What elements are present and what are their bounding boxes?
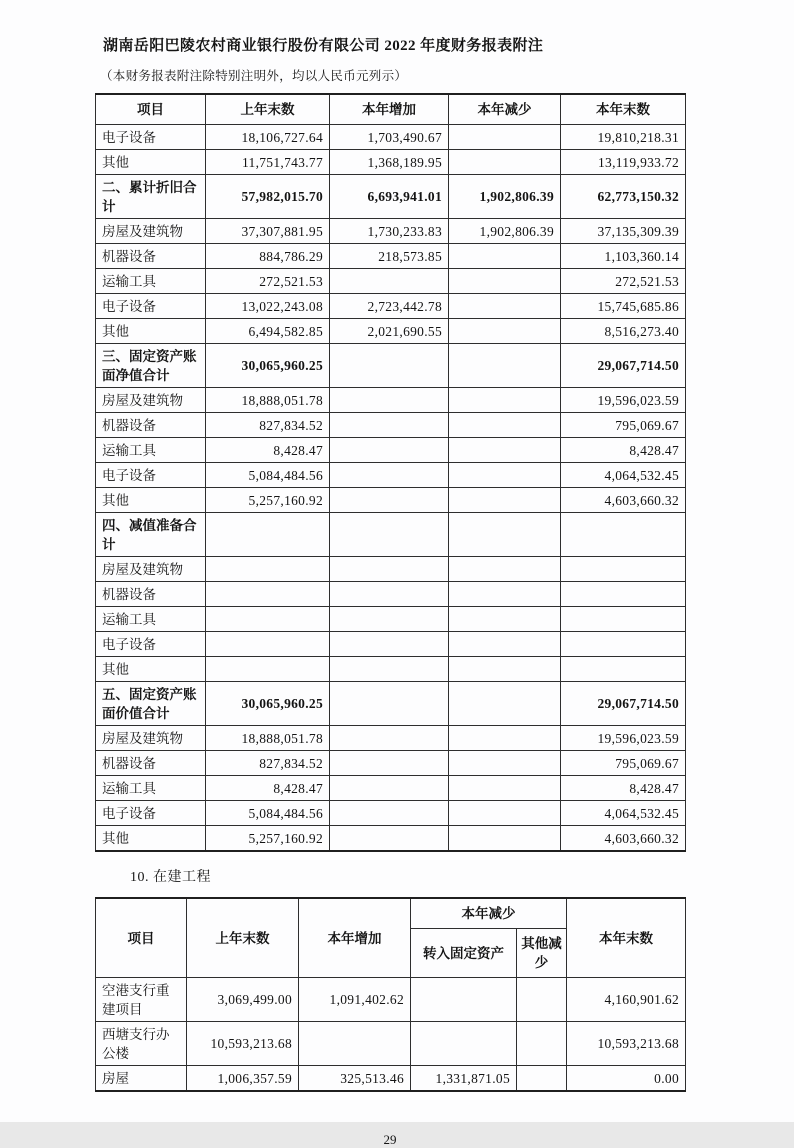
row-label: 其他 (96, 488, 206, 513)
cell-end: 795,069.67 (561, 413, 686, 438)
cell-end: 19,596,023.59 (561, 388, 686, 413)
row-label: 运输工具 (96, 438, 206, 463)
row-label: 其他 (96, 657, 206, 682)
fixed-assets-table-body (96, 125, 686, 852)
cell-end: 4,603,660.32 (561, 826, 686, 852)
construction-table-header (96, 898, 686, 978)
cell-dec (449, 751, 561, 776)
cell-end: 29,067,714.50 (561, 344, 686, 388)
cell-end: 8,428.47 (561, 776, 686, 801)
cell-end: 19,810,218.31 (561, 125, 686, 150)
col-header-year-end: 本年末数 (561, 94, 686, 125)
row-label: 机器设备 (96, 751, 206, 776)
table-row (96, 244, 686, 269)
cell-end: 795,069.67 (561, 751, 686, 776)
cell-prev: 30,065,960.25 (206, 344, 330, 388)
cell-inc (330, 632, 449, 657)
cell-dec (449, 582, 561, 607)
cell-end: 8,516,273.40 (561, 319, 686, 344)
row-label: 四、减值准备合计 (96, 513, 206, 557)
table-row (96, 557, 686, 582)
cell-inc: 1,091,402.62 (299, 978, 411, 1022)
cell-dec (449, 726, 561, 751)
row-label: 电子设备 (96, 125, 206, 150)
cell-inc (330, 801, 449, 826)
cell-dec (449, 344, 561, 388)
cell-prev: 1,006,357.59 (187, 1066, 299, 1092)
cell-prev: 37,307,881.95 (206, 219, 330, 244)
cell-dec (449, 125, 561, 150)
row-label: 其他 (96, 826, 206, 852)
fixed-assets-table (95, 93, 686, 852)
cell-inc (330, 269, 449, 294)
table-row (96, 125, 686, 150)
cell-dec (449, 513, 561, 557)
col-header-item: 项目 (96, 94, 206, 125)
cell-end (561, 607, 686, 632)
fixed-assets-table-header (96, 94, 686, 125)
cell-prev: 5,257,160.92 (206, 826, 330, 852)
cell-inc: 2,021,690.55 (330, 319, 449, 344)
table-row (96, 150, 686, 175)
construction-table-body (96, 978, 686, 1092)
cell-end: 4,603,660.32 (561, 488, 686, 513)
cell-end: 4,064,532.45 (561, 463, 686, 488)
cell-end: 62,773,150.32 (561, 175, 686, 219)
col-header-decrease: 本年减少 (449, 94, 561, 125)
cell-prev: 18,888,051.78 (206, 388, 330, 413)
table-row (96, 219, 686, 244)
cell-prev (206, 513, 330, 557)
cell-end: 272,521.53 (561, 269, 686, 294)
cell-prev: 18,888,051.78 (206, 726, 330, 751)
cell-inc (330, 413, 449, 438)
cell-dec (449, 269, 561, 294)
cell-end (561, 513, 686, 557)
cell-inc: 2,723,442.78 (330, 294, 449, 319)
cell-inc (330, 488, 449, 513)
cell-end: 4,064,532.45 (561, 801, 686, 826)
row-label: 房屋及建筑物 (96, 388, 206, 413)
col-header-item: 项目 (96, 898, 187, 978)
col-header-increase: 本年增加 (299, 898, 411, 978)
cell-end (561, 557, 686, 582)
cell-prev: 827,834.52 (206, 413, 330, 438)
cell-prev: 5,257,160.92 (206, 488, 330, 513)
cell-dec (449, 607, 561, 632)
col-header-prev-year-end: 上年末数 (187, 898, 299, 978)
cell-dec (449, 632, 561, 657)
cell-prev (206, 557, 330, 582)
cell-dec (449, 801, 561, 826)
table-row (96, 657, 686, 682)
row-label: 空港支行重建项目 (96, 978, 187, 1022)
col-header-prev-year-end: 上年末数 (206, 94, 330, 125)
cell-prev: 13,022,243.08 (206, 294, 330, 319)
cell-inc (330, 657, 449, 682)
table-row (96, 413, 686, 438)
cell-other (517, 978, 567, 1022)
cell-dec (449, 682, 561, 726)
cell-prev: 10,593,213.68 (187, 1022, 299, 1066)
row-label: 电子设备 (96, 294, 206, 319)
row-label: 房屋 (96, 1066, 187, 1092)
document-subtitle: （本财务报表附注除特别注明外，均以人民币元列示） (100, 69, 408, 83)
cell-inc (330, 582, 449, 607)
row-label: 机器设备 (96, 582, 206, 607)
construction-in-progress-table (95, 897, 686, 1092)
cell-prev (206, 607, 330, 632)
table-row (96, 751, 686, 776)
table-row (96, 1066, 686, 1092)
cell-end: 1,103,360.14 (561, 244, 686, 269)
cell-inc (330, 388, 449, 413)
cell-dec (449, 463, 561, 488)
cell-dec (449, 388, 561, 413)
cell-prev: 6,494,582.85 (206, 319, 330, 344)
cell-prev: 57,982,015.70 (206, 175, 330, 219)
table-row (96, 513, 686, 557)
row-label: 运输工具 (96, 776, 206, 801)
cell-dec (449, 150, 561, 175)
cell-other (517, 1066, 567, 1092)
document-title: 湖南岳阳巴陵农村商业银行股份有限公司 2022 年度财务报表附注 (103, 38, 544, 54)
row-label: 电子设备 (96, 463, 206, 488)
cell-end: 29,067,714.50 (561, 682, 686, 726)
table-row (96, 294, 686, 319)
cell-prev: 11,751,743.77 (206, 150, 330, 175)
cell-dec: 1,902,806.39 (449, 175, 561, 219)
cell-prev: 18,106,727.64 (206, 125, 330, 150)
row-label: 二、累计折旧合计 (96, 175, 206, 219)
cell-inc (330, 607, 449, 632)
row-label: 运输工具 (96, 269, 206, 294)
table-row (96, 175, 686, 219)
table-row (96, 776, 686, 801)
cell-inc (330, 826, 449, 852)
row-label: 房屋及建筑物 (96, 557, 206, 582)
cell-dec (449, 657, 561, 682)
table-row (96, 319, 686, 344)
cell-prev: 30,065,960.25 (206, 682, 330, 726)
cell-inc (330, 344, 449, 388)
cell-end (561, 582, 686, 607)
cell-dec (449, 294, 561, 319)
cell-inc (330, 438, 449, 463)
cell-inc: 6,693,941.01 (330, 175, 449, 219)
cell-end: 13,119,933.72 (561, 150, 686, 175)
cell-prev: 8,428.47 (206, 776, 330, 801)
row-label: 运输工具 (96, 607, 206, 632)
cell-dec: 1,902,806.39 (449, 219, 561, 244)
table-row (96, 344, 686, 388)
section-heading-construction-in-progress: 10. 在建工程 (130, 870, 211, 885)
table-row (96, 463, 686, 488)
cell-inc: 1,730,233.83 (330, 219, 449, 244)
cell-dec (449, 557, 561, 582)
cell-inc: 218,573.85 (330, 244, 449, 269)
cell-prev: 5,084,484.56 (206, 463, 330, 488)
cell-inc: 1,368,189.95 (330, 150, 449, 175)
cell-dec (449, 826, 561, 852)
cell-prev (206, 582, 330, 607)
cell-inc (330, 776, 449, 801)
col-header-year-end: 本年末数 (567, 898, 686, 978)
row-label: 其他 (96, 150, 206, 175)
cell-dec (449, 319, 561, 344)
cell-inc: 325,513.46 (299, 1066, 411, 1092)
cell-transfer (411, 978, 517, 1022)
cell-dec (449, 776, 561, 801)
cell-prev: 3,069,499.00 (187, 978, 299, 1022)
cell-other (517, 1022, 567, 1066)
col-header-decrease-group: 本年减少 (411, 898, 567, 929)
table-row (96, 826, 686, 852)
cell-inc (330, 463, 449, 488)
table-row (96, 582, 686, 607)
cell-end: 0.00 (567, 1066, 686, 1092)
cell-transfer: 1,331,871.05 (411, 1066, 517, 1092)
table-row (96, 726, 686, 751)
col-header-other-decrease: 其他减少 (517, 929, 567, 978)
row-label: 电子设备 (96, 632, 206, 657)
cell-inc (330, 682, 449, 726)
table-row (96, 269, 686, 294)
cell-dec (449, 413, 561, 438)
table-row (96, 801, 686, 826)
cell-end (561, 657, 686, 682)
cell-inc (330, 726, 449, 751)
row-label: 三、固定资产账面净值合计 (96, 344, 206, 388)
cell-end: 8,428.47 (561, 438, 686, 463)
cell-end (561, 632, 686, 657)
cell-prev (206, 657, 330, 682)
col-header-transfer-to-fixed-assets: 转入固定资产 (411, 929, 517, 978)
table-row (96, 1022, 686, 1066)
col-header-increase: 本年增加 (330, 94, 449, 125)
cell-dec (449, 488, 561, 513)
row-label: 西塘支行办公楼 (96, 1022, 187, 1066)
cell-prev: 8,428.47 (206, 438, 330, 463)
cell-transfer (411, 1022, 517, 1066)
table-row (96, 488, 686, 513)
cell-prev: 5,084,484.56 (206, 801, 330, 826)
cell-inc (299, 1022, 411, 1066)
row-label: 房屋及建筑物 (96, 726, 206, 751)
table-row (96, 682, 686, 726)
cell-prev: 827,834.52 (206, 751, 330, 776)
table-row (96, 978, 686, 1022)
cell-inc (330, 557, 449, 582)
cell-prev: 272,521.53 (206, 269, 330, 294)
row-label: 房屋及建筑物 (96, 219, 206, 244)
row-label: 五、固定资产账面价值合计 (96, 682, 206, 726)
table-row (96, 388, 686, 413)
row-label: 机器设备 (96, 244, 206, 269)
cell-end: 15,745,685.86 (561, 294, 686, 319)
cell-end: 4,160,901.62 (567, 978, 686, 1022)
cell-end: 19,596,023.59 (561, 726, 686, 751)
cell-prev (206, 632, 330, 657)
table-row (96, 632, 686, 657)
cell-inc: 1,703,490.67 (330, 125, 449, 150)
cell-inc (330, 751, 449, 776)
table-row (96, 438, 686, 463)
cell-dec (449, 244, 561, 269)
table-row (96, 607, 686, 632)
cell-inc (330, 513, 449, 557)
cell-end: 10,593,213.68 (567, 1022, 686, 1066)
row-label: 其他 (96, 319, 206, 344)
row-label: 电子设备 (96, 801, 206, 826)
cell-prev: 884,786.29 (206, 244, 330, 269)
cell-dec (449, 438, 561, 463)
page-number: 29 (383, 1132, 397, 1147)
cell-end: 37,135,309.39 (561, 219, 686, 244)
row-label: 机器设备 (96, 413, 206, 438)
